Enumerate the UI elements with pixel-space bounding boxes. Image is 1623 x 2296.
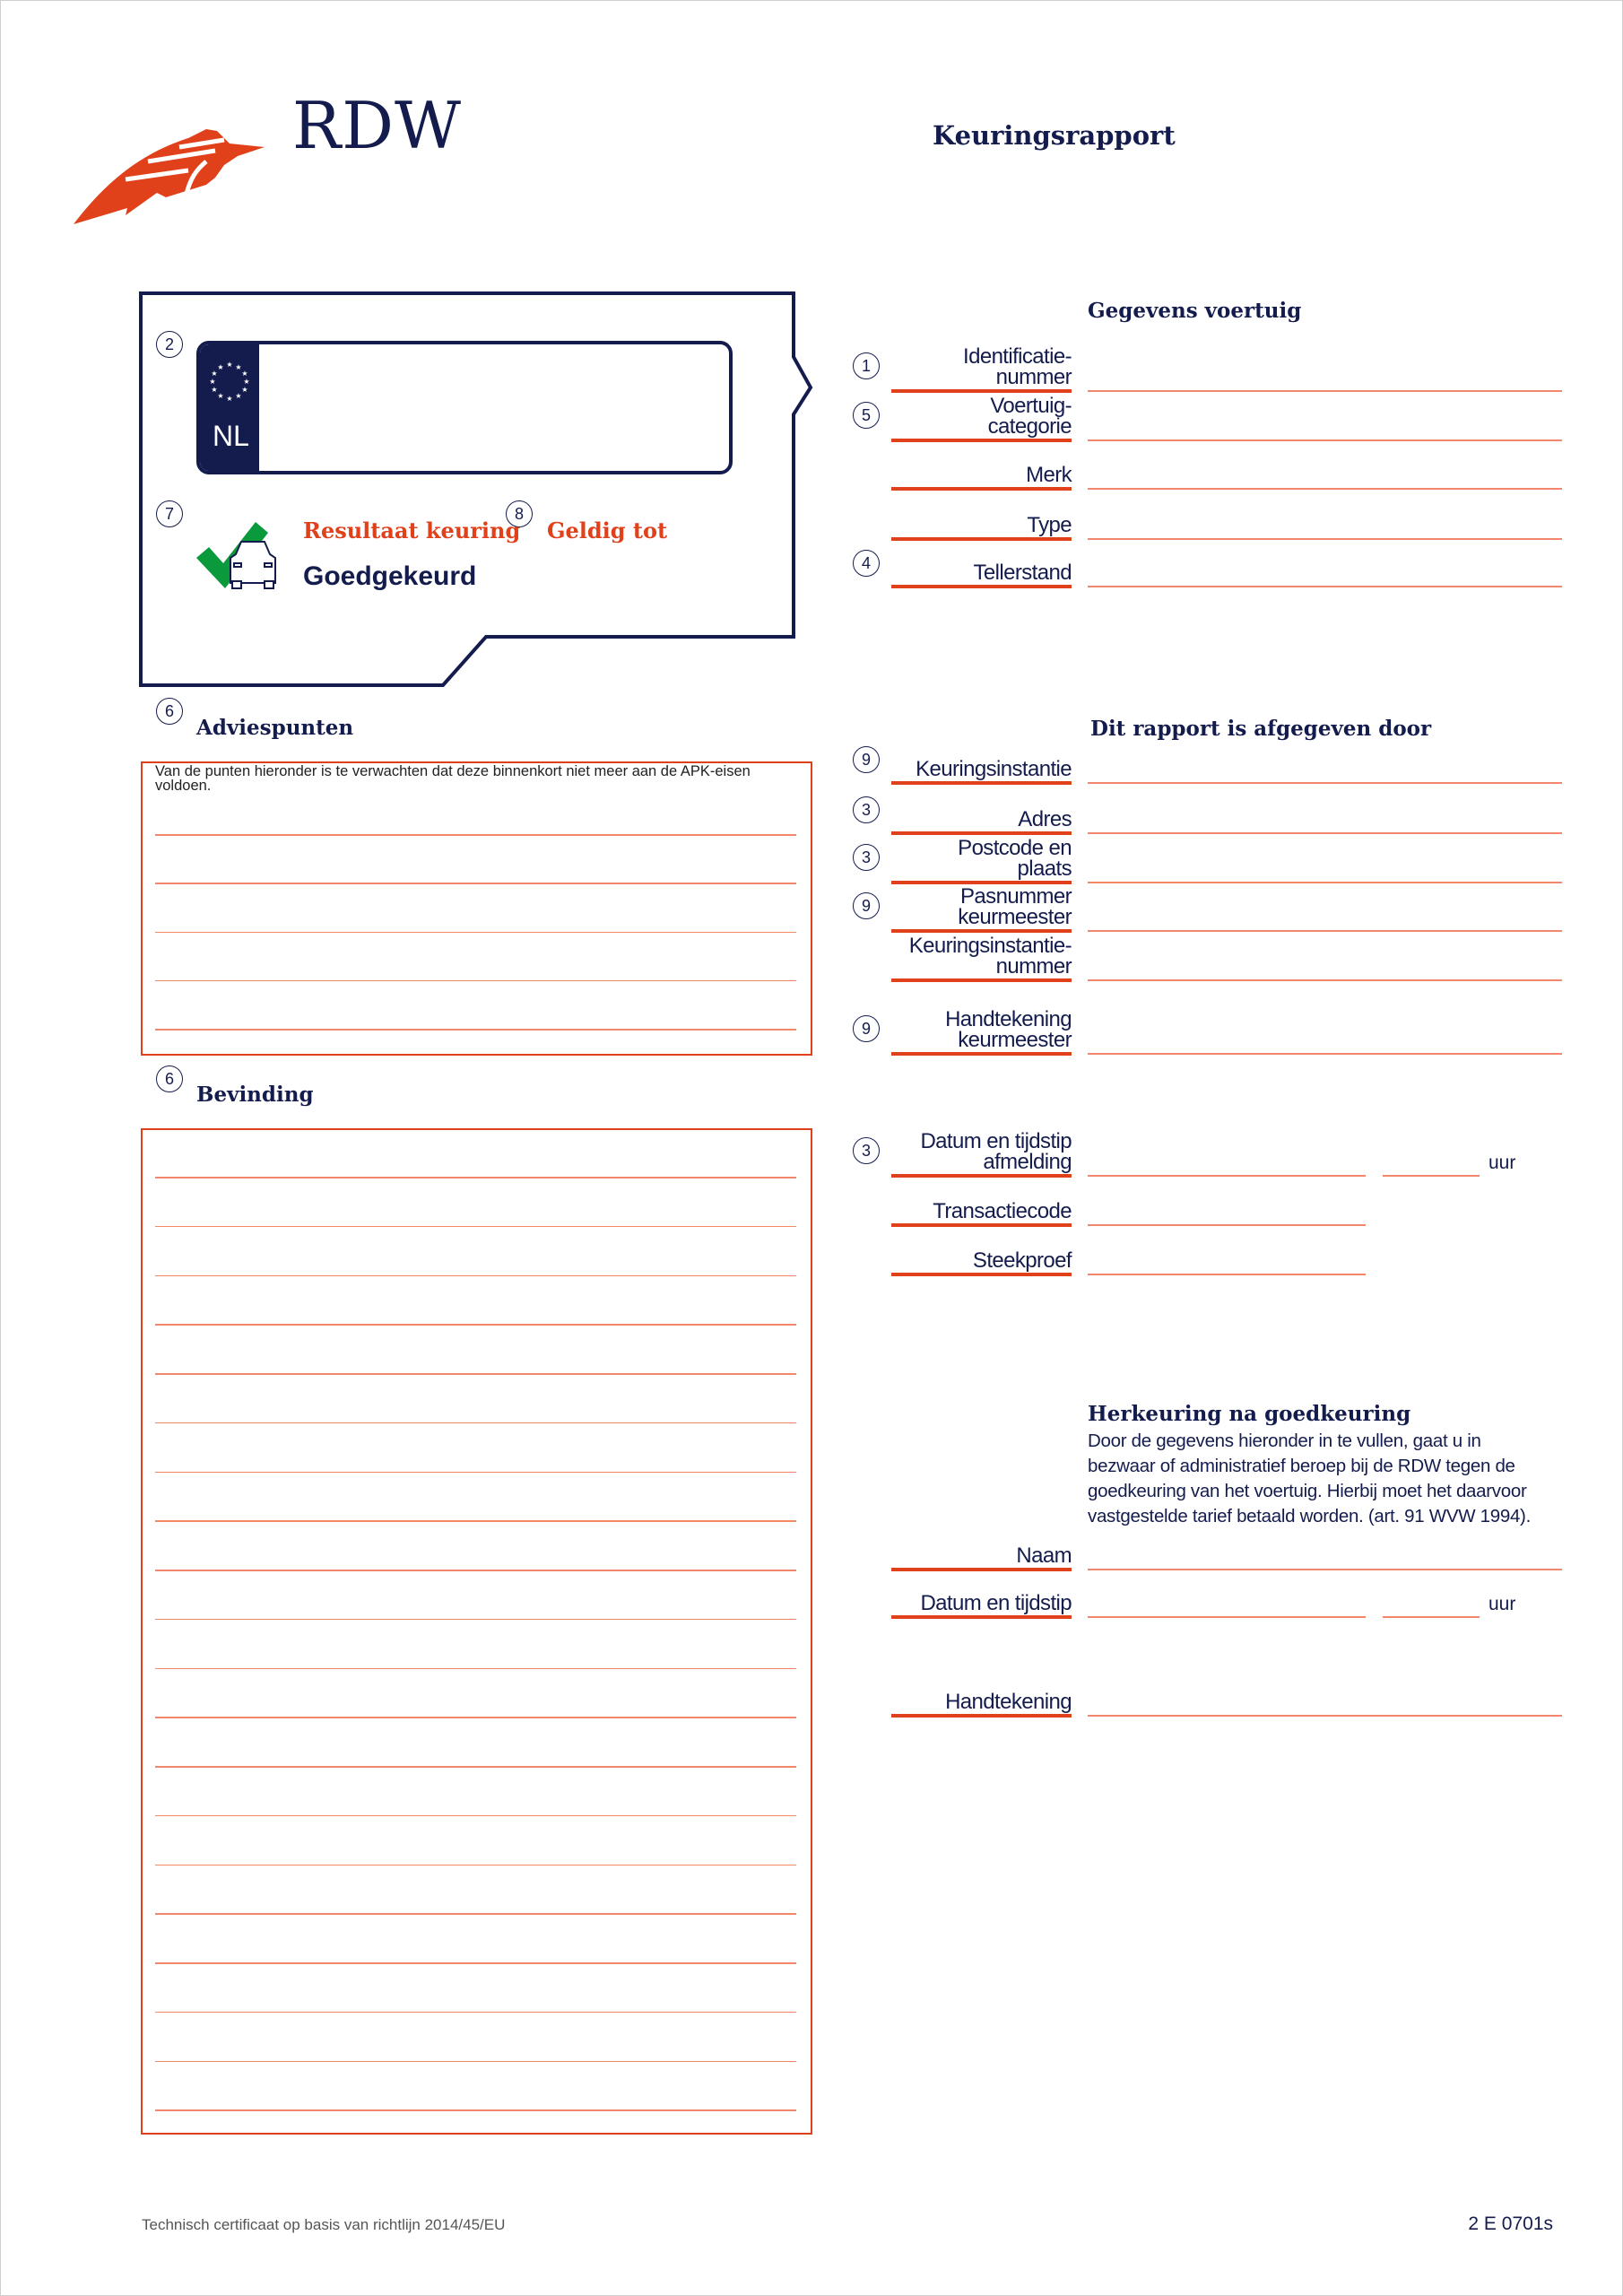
- svg-text:★: ★: [217, 392, 224, 400]
- marker-3: 3: [853, 1137, 880, 1164]
- bevinding-line[interactable]: [155, 1177, 796, 1178]
- marker-1: 1: [853, 352, 880, 379]
- field-datum-en-tijdstip-afmelding-input[interactable]: [1088, 1175, 1366, 1177]
- bevinding-line[interactable]: [155, 1324, 796, 1326]
- field-identificatie-nummer-input[interactable]: [1088, 390, 1562, 392]
- label-transactiecode: Transactiecode: [933, 1199, 1072, 1223]
- label-underline: [891, 929, 1072, 933]
- label-tellerstand: Tellerstand: [973, 561, 1072, 585]
- page-title: Keuringsrapport: [933, 120, 1176, 151]
- bevinding-line[interactable]: [155, 1226, 796, 1228]
- label-underline: [891, 487, 1072, 491]
- bevinding-line[interactable]: [155, 2061, 796, 2063]
- label-identificatie-nummer: Identificatie- nummer: [963, 344, 1072, 389]
- field-transactiecode-input[interactable]: [1088, 1224, 1366, 1226]
- label-merk: Merk: [1026, 463, 1072, 487]
- license-plate-field[interactable]: [196, 341, 733, 474]
- bevinding-line[interactable]: [155, 1520, 796, 1522]
- herkeuring-text-line: Door de gegevens hieronder in te vullen, gaat u in: [1088, 1431, 1481, 1451]
- marker-9: 9: [853, 1015, 880, 1042]
- field-datum-en-tijdstip-time-input[interactable]: [1383, 1616, 1480, 1618]
- marker-7: 7: [156, 500, 183, 527]
- adviespunten-line[interactable]: [155, 1029, 796, 1031]
- result-value: Goedgekeurd: [303, 561, 477, 591]
- bevinding-line[interactable]: [155, 1815, 796, 1817]
- form-code: 2 E 0701s: [1468, 2213, 1553, 2234]
- eu-band: [200, 344, 259, 471]
- adviespunten-box[interactable]: [141, 761, 812, 1056]
- adviespunten-intro: Van de punten hieronder is te verwachten dat deze binnenkort niet meer aan de APK-eisen voldoen.: [155, 763, 751, 794]
- svg-text:★: ★: [211, 386, 218, 394]
- marker-9: 9: [853, 892, 880, 919]
- bevinding-line[interactable]: [155, 1422, 796, 1424]
- adviespunten-title: Adviespunten: [196, 716, 354, 740]
- svg-text:★: ★: [226, 395, 233, 402]
- check-car-icon: [196, 520, 279, 590]
- bevinding-line[interactable]: [155, 1373, 796, 1375]
- svg-text:★: ★: [211, 370, 218, 378]
- marker-3: 3: [853, 844, 880, 871]
- marker-4: 4: [853, 550, 880, 577]
- label-voertuig-categorie: Voertuig- categorie: [987, 394, 1072, 439]
- label-adres: Adres: [1018, 807, 1072, 831]
- bevinding-line[interactable]: [155, 1275, 796, 1277]
- valid-until-label: Geldig tot: [547, 517, 668, 544]
- svg-text:★: ★: [235, 392, 242, 400]
- label-handtekening-keurmeester: Handtekening keurmeester: [945, 1007, 1072, 1052]
- bevinding-line[interactable]: [155, 1913, 796, 1915]
- adviespunten-line[interactable]: [155, 834, 796, 836]
- label-underline: [891, 831, 1072, 835]
- field-handtekening-keurmeester-input[interactable]: [1088, 1053, 1562, 1055]
- plate-country: NL: [213, 420, 249, 452]
- eu-stars-icon: [209, 361, 250, 402]
- issued-by-title: Dit rapport is afgegeven door: [1090, 717, 1432, 741]
- svg-text:★: ★: [226, 361, 233, 369]
- svg-text:★: ★: [217, 363, 224, 371]
- field-datum-en-tijdstip-input[interactable]: [1088, 1616, 1366, 1618]
- marker-9: 9: [853, 746, 880, 773]
- marker-3: 3: [853, 796, 880, 823]
- label-underline: [891, 1615, 1072, 1619]
- bevinding-line[interactable]: [155, 1472, 796, 1474]
- bevinding-line[interactable]: [155, 2012, 796, 2013]
- bevinding-line[interactable]: [155, 1717, 796, 1718]
- bevinding-line[interactable]: [155, 1865, 796, 1866]
- label-datum-en-tijdstip-afmelding: Datum en tijdstip afmelding: [920, 1129, 1072, 1174]
- label-underline: [891, 781, 1072, 785]
- label-naam: Naam: [1016, 1544, 1072, 1568]
- label-handtekening: Handtekening: [945, 1690, 1072, 1714]
- bevinding-line[interactable]: [155, 2109, 796, 2111]
- field-keuringsinstantie-input[interactable]: [1088, 782, 1562, 784]
- adviespunten-line[interactable]: [155, 883, 796, 884]
- field-voertuig-categorie-input[interactable]: [1088, 439, 1562, 441]
- label-postcode-en-plaats: Postcode en plaats: [958, 836, 1072, 881]
- field-pasnummer-keurmeester-input[interactable]: [1088, 930, 1562, 932]
- svg-text:★: ★: [243, 378, 250, 386]
- label-underline: [891, 439, 1072, 442]
- footer-legal-text: Technisch certificaat op basis van richtlijn 2014/45/EU: [142, 2216, 506, 2233]
- herkeuring-title: Herkeuring na goedkeuring: [1088, 1402, 1411, 1426]
- bevinding-title: Bevinding: [196, 1083, 314, 1107]
- field-datum-en-tijdstip-afmelding-time-input[interactable]: [1383, 1175, 1480, 1177]
- adviespunten-line[interactable]: [155, 980, 796, 982]
- svg-text:★: ★: [241, 370, 248, 378]
- brand-name: RDW: [292, 88, 462, 163]
- marker-5: 5: [853, 402, 880, 429]
- marker-8: 8: [506, 500, 533, 527]
- bevinding-line[interactable]: [155, 1570, 796, 1571]
- field-tellerstand-input[interactable]: [1088, 586, 1562, 587]
- label-underline: [891, 978, 1072, 982]
- label-keuringsinstantie: Keuringsinstantie: [916, 757, 1072, 781]
- field-naam-input[interactable]: [1088, 1569, 1562, 1570]
- herkeuring-text-line: vastgestelde tarief betaald worden. (art. 91 WVW 1994).: [1088, 1506, 1531, 1526]
- label-datum-en-tijdstip: Datum en tijdstip: [920, 1591, 1072, 1615]
- bevinding-box[interactable]: [141, 1128, 812, 2135]
- herkeuring-text-line: goedkeuring van het voertuig. Hierbij moet het daarvoor: [1088, 1481, 1527, 1501]
- label-underline: [891, 537, 1072, 541]
- marker-6-bevinding: 6: [156, 1065, 183, 1092]
- field-merk-input[interactable]: [1088, 488, 1562, 490]
- vehicle-data-title: Gegevens voertuig: [1088, 299, 1302, 323]
- label-type: Type: [1027, 513, 1072, 537]
- herkeuring-text: [1088, 1429, 1531, 1529]
- result-label: Resultaat keuring: [303, 517, 521, 544]
- label-pasnummer-keurmeester: Pasnummer keurmeester: [958, 884, 1072, 929]
- bevinding-line[interactable]: [155, 1619, 796, 1621]
- unit-uur: uur: [1488, 1594, 1516, 1614]
- field-handtekening-input[interactable]: [1088, 1715, 1562, 1717]
- field-keuringsinstantie-nummer-input[interactable]: [1088, 979, 1562, 981]
- herkeuring-text-line: bezwaar of administratief beroep bij de RDW tegen de: [1088, 1456, 1515, 1476]
- svg-text:★: ★: [241, 386, 248, 394]
- label-steekproef: Steekproef: [972, 1248, 1072, 1273]
- field-type-input[interactable]: [1088, 538, 1562, 540]
- svg-text:★: ★: [209, 378, 216, 386]
- label-underline: [891, 1273, 1072, 1276]
- bevinding-line[interactable]: [155, 1766, 796, 1768]
- bevinding-line[interactable]: [155, 1962, 796, 1964]
- bevinding-line[interactable]: [155, 1668, 796, 1670]
- label-underline: [891, 1568, 1072, 1571]
- field-steekproef-input[interactable]: [1088, 1274, 1366, 1275]
- label-underline: [891, 1174, 1072, 1178]
- unit-uur: uur: [1488, 1152, 1516, 1173]
- label-underline: [891, 1223, 1072, 1227]
- field-postcode-en-plaats-input[interactable]: [1088, 882, 1562, 883]
- field-adres-input[interactable]: [1088, 832, 1562, 834]
- adviespunten-line[interactable]: [155, 932, 796, 934]
- label-underline: [891, 389, 1072, 393]
- marker-2: 2: [156, 331, 183, 358]
- marker-6-advies: 6: [156, 698, 183, 725]
- svg-text:★: ★: [235, 363, 242, 371]
- label-keuringsinstantie-nummer: Keuringsinstantie- nummer: [908, 934, 1072, 978]
- label-underline: [891, 585, 1072, 588]
- label-underline: [891, 1052, 1072, 1056]
- label-underline: [891, 1714, 1072, 1718]
